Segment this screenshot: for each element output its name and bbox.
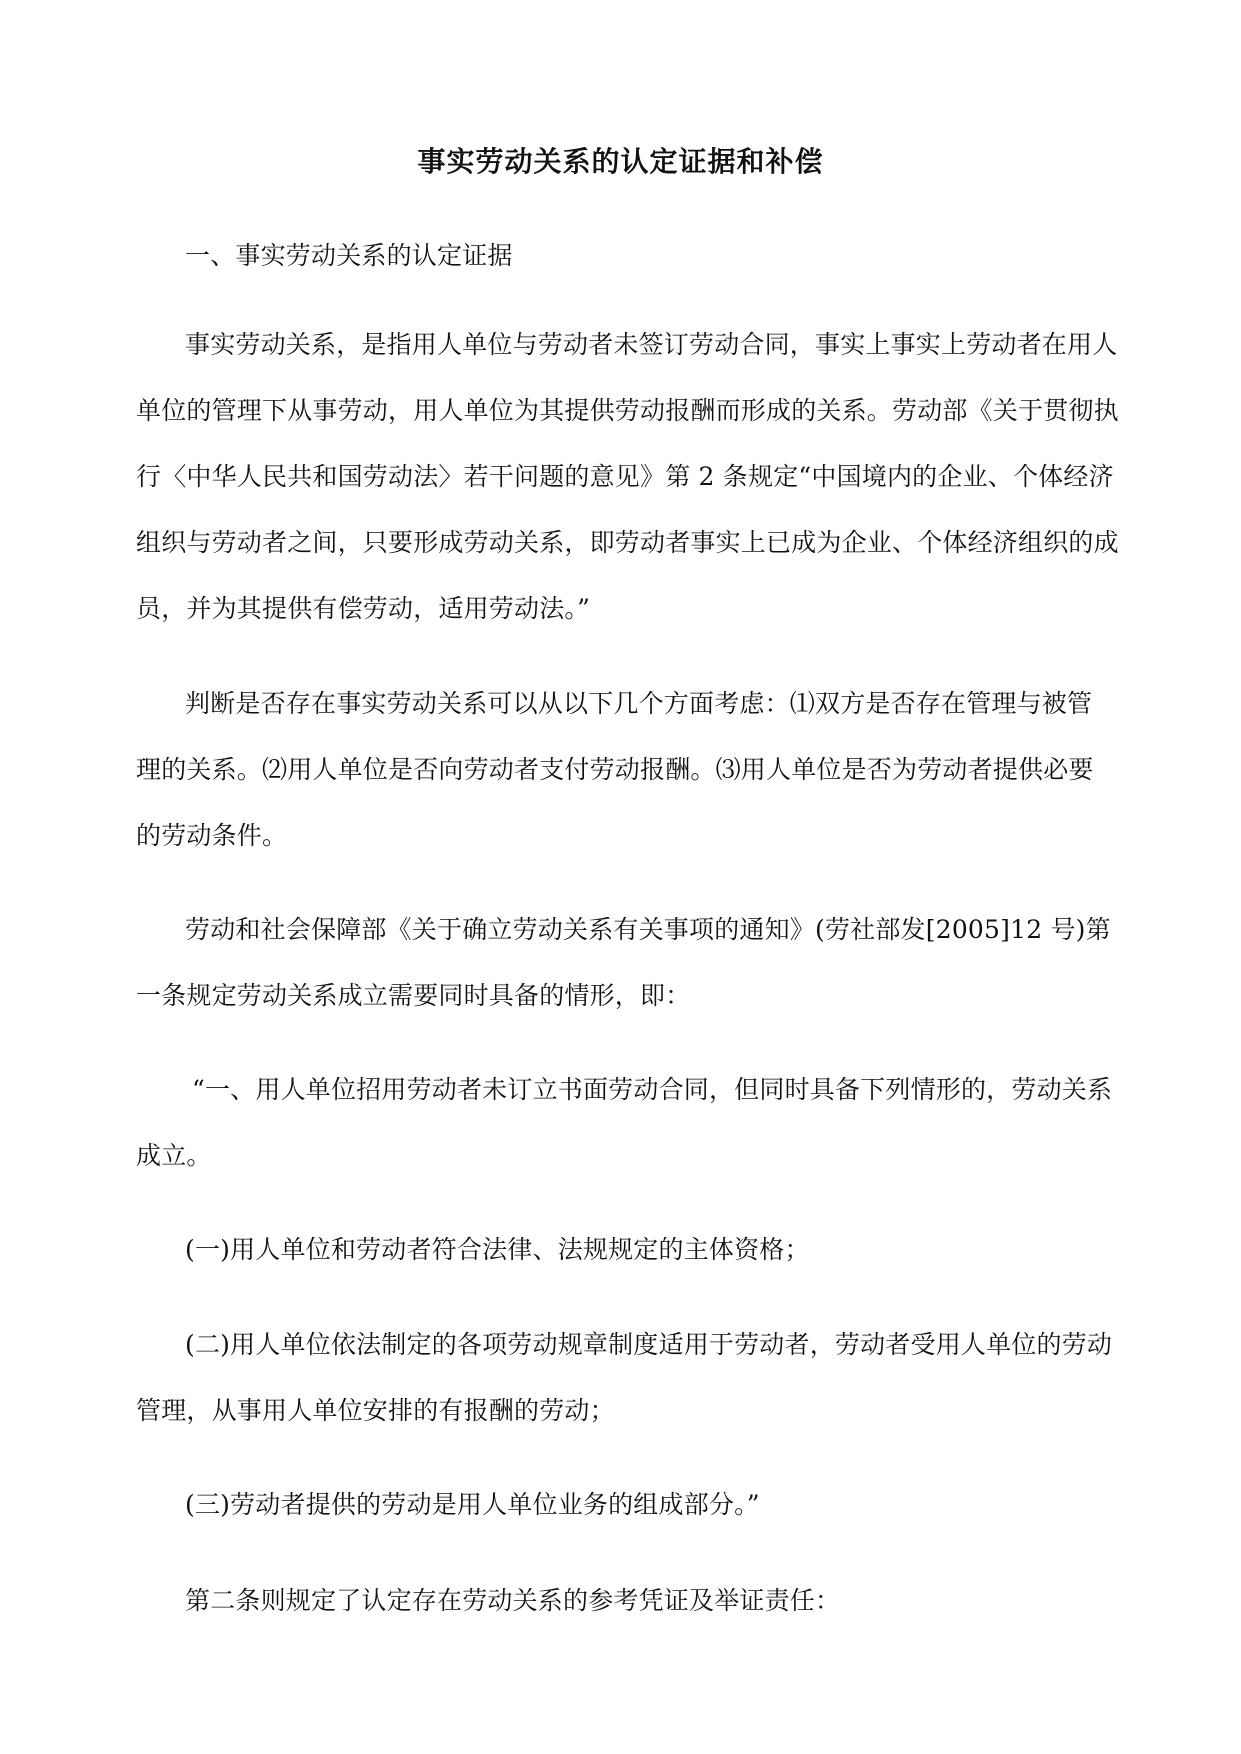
paragraph-line: 行〈中华人民共和国劳动法〉若干问题的意见》第 2 条规定“中国境内的企业、个体经济 [136, 462, 1114, 491]
paragraph-line: 判断是否存在事实劳动关系可以从以下几个方面考虑：⑴双方是否存在管理与被管 [185, 689, 1093, 718]
document-title: 事实劳动关系的认定证据和补偿 [417, 145, 824, 178]
paragraph-line: 单位的管理下从事劳动，用人单位为其提供劳动报酬而形成的关系。劳动部《关于贯彻执 [136, 396, 1119, 425]
list-item: (一)用人单位和劳动者符合法律、法规规定的主体资格； [185, 1235, 810, 1264]
paragraph-line: 事实劳动关系，是指用人单位与劳动者未签订劳动合同，事实上事实上劳动者在用人 [185, 330, 1118, 359]
quote-line: “一、用人单位招用劳动者未订立书面劳动合同，但同时具备下列情形的，劳动关系 [192, 1075, 1113, 1104]
paragraph-line: 第二条则规定了认定存在劳动关系的参考凭证及举证责任： [185, 1586, 841, 1615]
list-item: (三)劳动者提供的劳动是用人单位业务的组成部分。” [185, 1490, 760, 1519]
section-heading: 一、事实劳动关系的认定证据 [185, 241, 513, 270]
paragraph-line: 理的关系。⑵用人单位是否向劳动者支付劳动报酬。⑶用人单位是否为劳动者提供必要 [136, 755, 1094, 784]
list-item: (二)用人单位依法制定的各项劳动规章制度适用于劳动者，劳动者受用人单位的劳动 [185, 1330, 1113, 1359]
quote-line: 成立。 [136, 1141, 212, 1170]
paragraph-line: 组织与劳动者之间，只要形成劳动关系，即劳动者事实上已成为企业、个体经济组织的成 [136, 528, 1119, 557]
list-item-continuation: 管理，从事用人单位安排的有报酬的劳动； [136, 1396, 615, 1425]
paragraph-line: 一条规定劳动关系成立需要同时具备的情形，即： [136, 981, 691, 1010]
paragraph-line: 的劳动条件。 [136, 821, 288, 850]
paragraph-line: 劳动和社会保障部《关于确立劳动关系有关事项的通知》(劳社部发[2005]12 号)第 [185, 915, 1111, 944]
paragraph-line: 员，并为其提供有偿劳动，适用劳动法。” [136, 594, 591, 623]
